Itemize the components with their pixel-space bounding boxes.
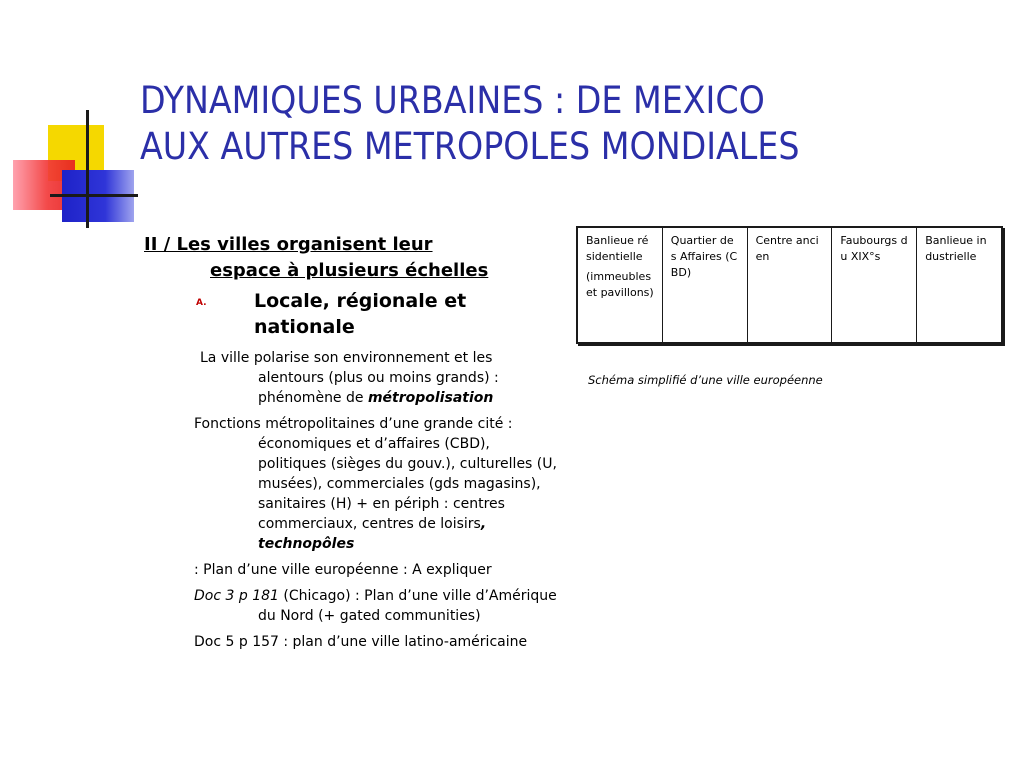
bullet-plan-europe [140, 560, 560, 580]
subheading-marker: A. [196, 298, 207, 308]
cell-3-text: Centre ancien [755, 234, 819, 263]
section-heading [140, 232, 560, 284]
table-cell-banlieue-residentielle [578, 228, 663, 342]
decor-horizontal-line [50, 194, 138, 197]
slide-title [140, 78, 1000, 170]
section-heading-line-1: II / Les villes organisent leur [144, 234, 433, 255]
bullet-5-text: Doc 5 p 157 : plan d’une ville latino-américaine [194, 634, 528, 650]
decor-vertical-line [86, 110, 89, 228]
bullet-2-emphasis: , technopôles [258, 516, 487, 552]
cell-2-text: Quartier des Affaires (CBD) [670, 234, 738, 279]
bullet-3-text: : Plan d’une ville européenne : A expliquer [194, 562, 492, 578]
bullet-fonctions [140, 414, 560, 554]
cell-4-text: Faubourgs du XIX°s [840, 234, 908, 263]
bullet-4-italic: Doc 3 p 181 [194, 588, 279, 604]
city-schema-table [576, 226, 1003, 344]
title-line-1: DYNAMIQUES URBAINES : DE MEXICO [140, 79, 765, 122]
bullet-1-emphasis: métropolisation [367, 390, 494, 406]
bullet-metropolisation [140, 348, 560, 408]
title-line-2: AUX AUTRES METROPOLES MONDIALES [140, 125, 800, 168]
bullet-2-text: Fonctions métropolitaines d’une grande cité : économiques et d’affaires (CBD), politiques (sièges du gouv.), culturelles (U, musées), commerciales (gds magasins), sanitaires (H) + en périph : centres commerciaux, centres de loisirs [194, 416, 557, 532]
table-cell-banlieue-industrielle [917, 228, 1001, 342]
bullet-4-text: (Chicago) : Plan d’une ville d’Amérique du Nord (+ gated communities) [258, 588, 557, 624]
table-caption: Schéma simplifié d’une ville européenne [588, 373, 823, 387]
bullet-chicago [140, 586, 560, 626]
section-heading-line-2: espace à plusieurs échelles [210, 260, 489, 281]
table-cell-faubourgs [832, 228, 917, 342]
table-cell-quartier-affaires [663, 228, 748, 342]
cell-5-text: Banlieue industrielle [925, 234, 987, 263]
bullet-latino [140, 632, 560, 652]
table-cell-centre-ancien [748, 228, 833, 342]
subheading-text: Locale, régionale et nationale [254, 290, 467, 338]
bullet-1-text: La ville polarise son environnement et les alentours (plus ou moins grands) : phénomène de [200, 350, 499, 406]
cell-1-subtext: (immeubles et pavillons) [586, 270, 654, 299]
left-content [140, 232, 560, 652]
cell-1-text: Banlieue résidentielle [586, 234, 649, 263]
subheading [140, 288, 560, 340]
